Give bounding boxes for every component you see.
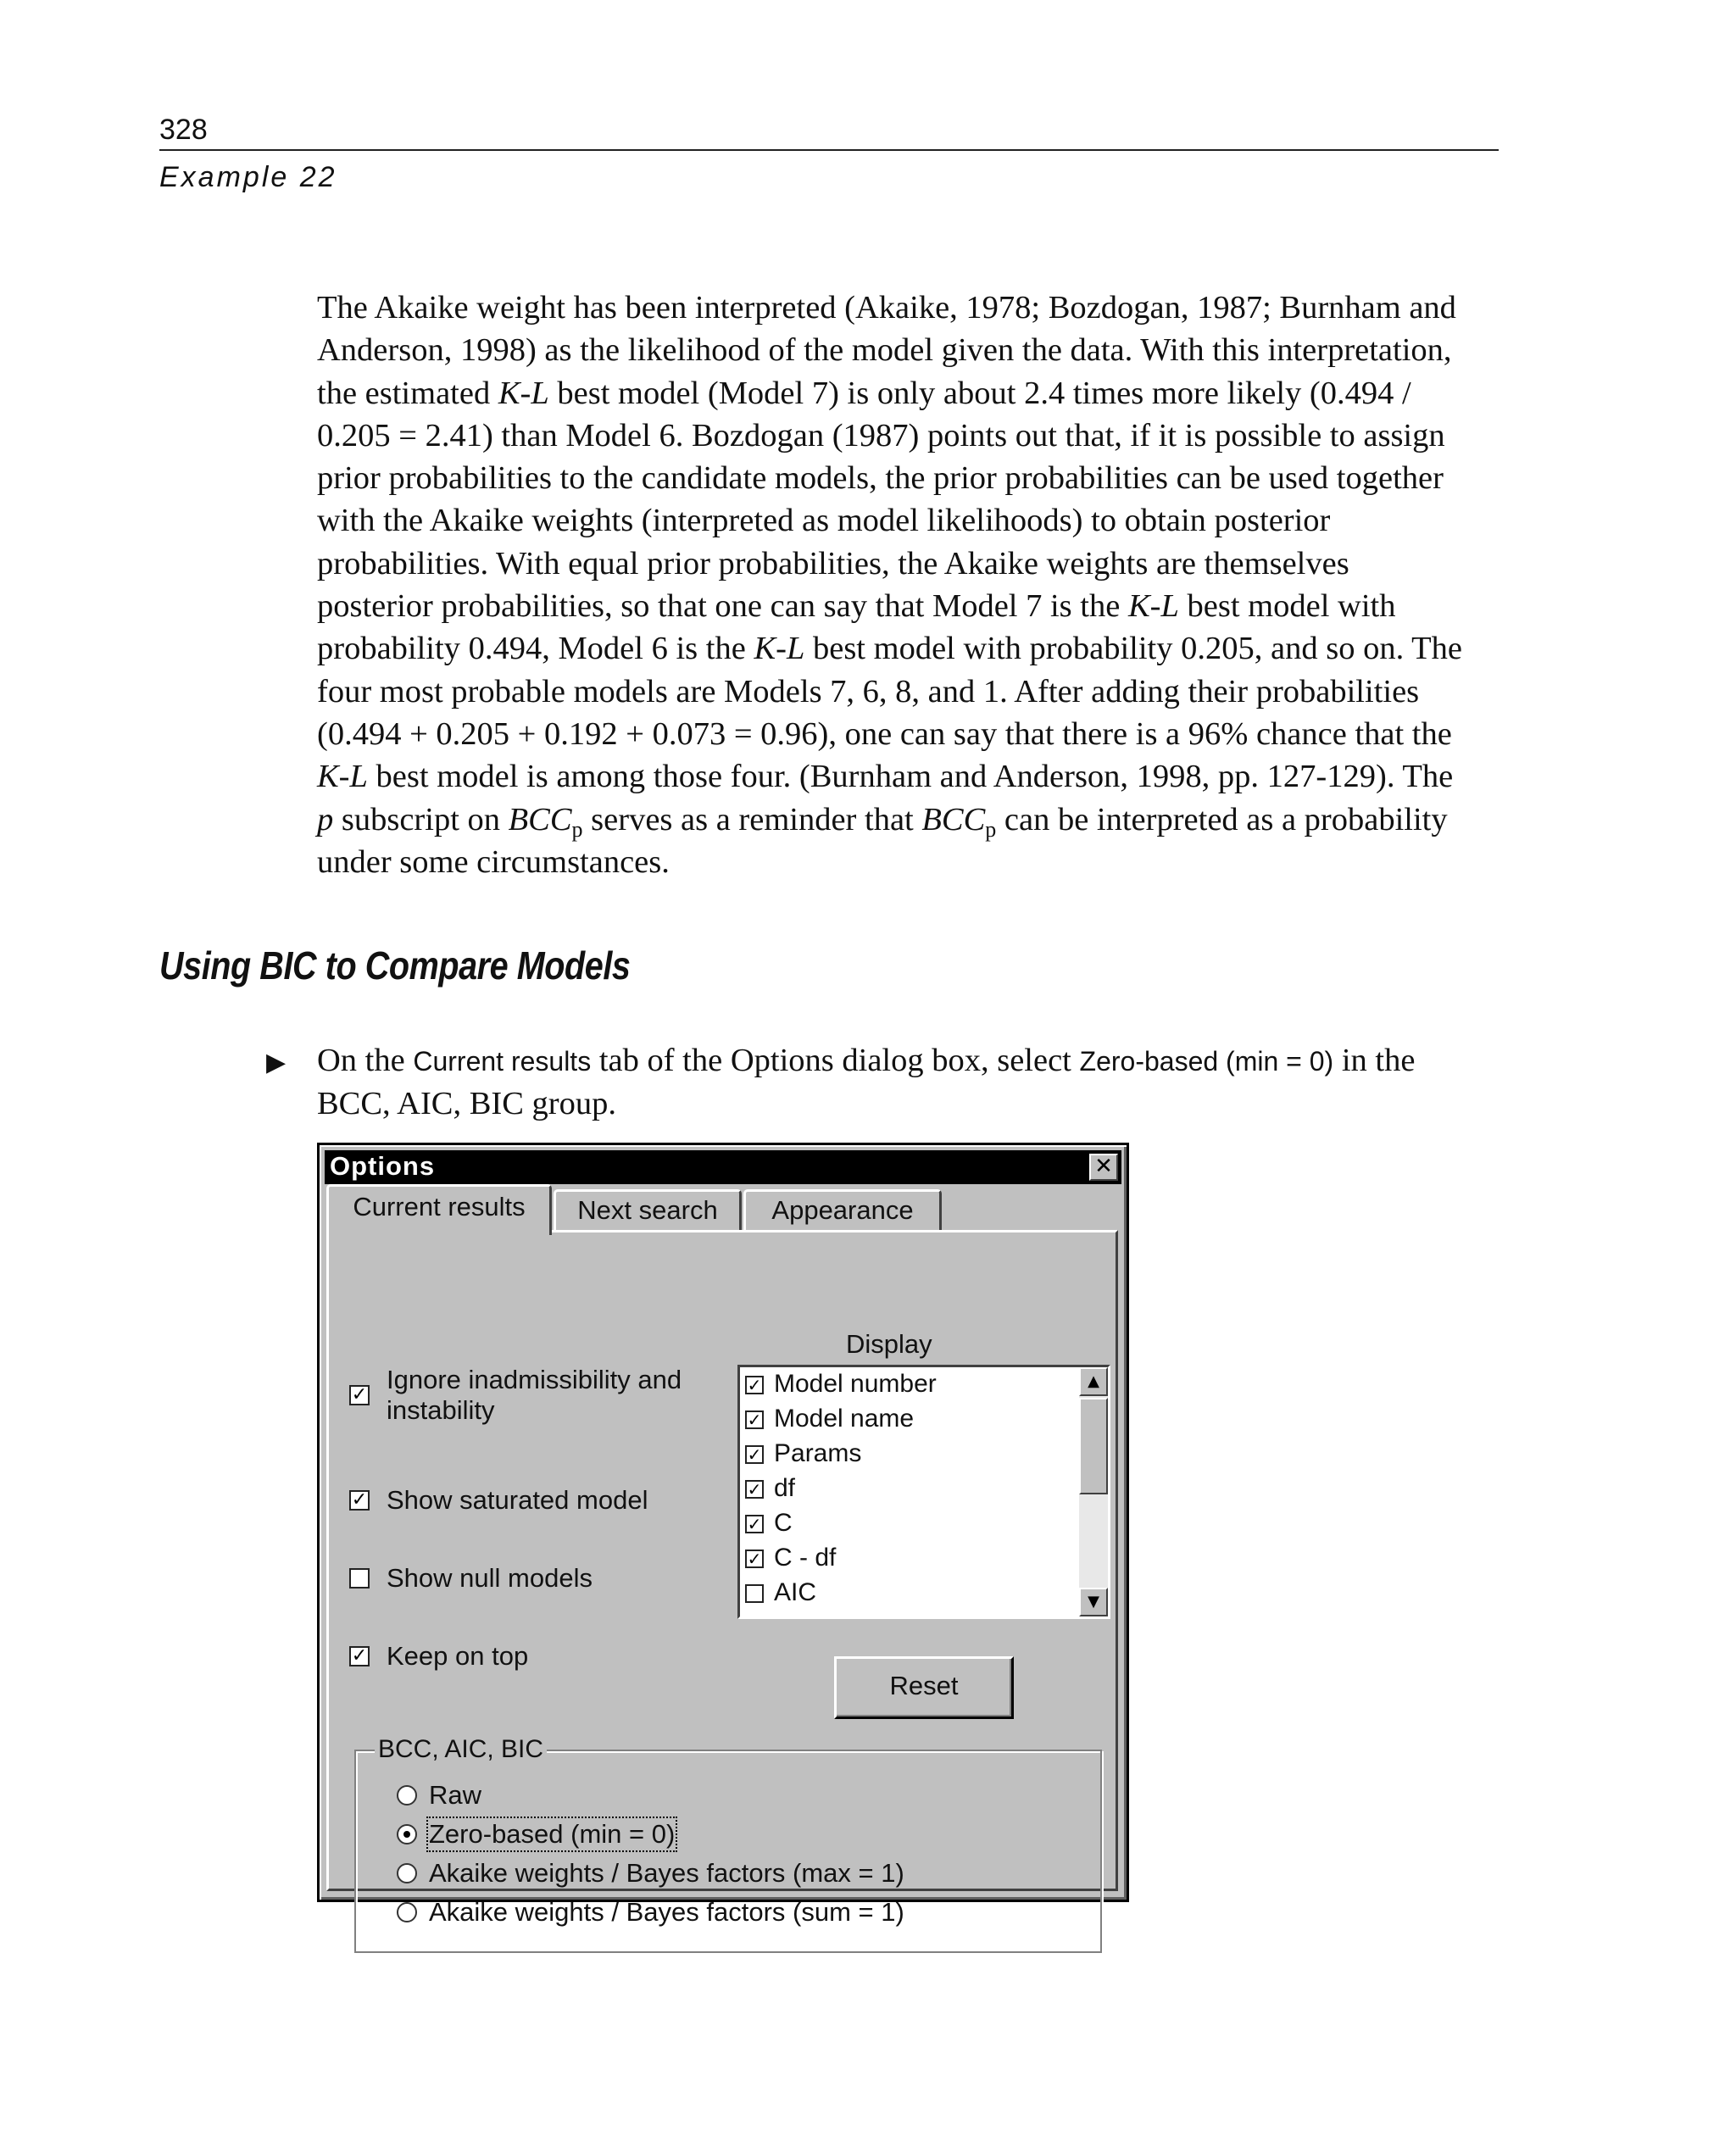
body-line: The Akaike weight has been interpreted (Akaike, 1978; Bozdogan, 1987; Burnham and: [317, 290, 1456, 325]
body-line: 0.205 = 2.41) than Model 6. Bozdogan (1987) points out that, if it is possible to assign: [317, 417, 1445, 453]
italic-kl: K-L: [754, 631, 805, 667]
page-number: 328: [159, 114, 208, 146]
italic-kl: K-L: [498, 375, 549, 411]
dialog-title: Options: [330, 1151, 436, 1181]
italic-kl: K-L: [317, 759, 368, 795]
radio-zero-based-label: Zero-based (min = 0): [429, 1819, 676, 1849]
radio-akaike-sum-label: Akaike weights / Bayes factors (sum = 1): [429, 1897, 904, 1927]
italic-bcc: BCC: [921, 801, 986, 837]
tab-panel: [326, 1230, 1118, 1927]
radio-raw[interactable]: [397, 1785, 417, 1806]
italic-bcc: BCC: [508, 801, 572, 837]
ignore-inadmissibility-checkbox[interactable]: ✓: [349, 1385, 370, 1405]
list-item-checkbox[interactable]: ✓: [745, 1515, 764, 1533]
text-run: subscript on: [333, 801, 509, 837]
instruction-text: [317, 1039, 1497, 1126]
list-item-checkbox[interactable]: ✓: [745, 1550, 764, 1568]
show-saturated-label: Show saturated model: [387, 1485, 648, 1515]
scroll-up-icon[interactable]: ▲: [1079, 1367, 1108, 1396]
body-line: four most probable models are Models 7, 6, 8, and 1. After adding their probabilities: [317, 673, 1420, 709]
subscript-p: p: [571, 816, 583, 842]
body-line: under some circumstances.: [317, 843, 670, 880]
ignore-inadmissibility-label-2: instability: [387, 1395, 495, 1425]
radio-akaike-max-label: Akaike weights / Bayes factors (max = 1): [429, 1858, 904, 1888]
list-item-label: C - df: [774, 1544, 837, 1572]
radio-akaike-max[interactable]: [397, 1863, 417, 1883]
display-label: Display: [846, 1329, 932, 1359]
body-paragraph: [317, 287, 1497, 883]
body-line: Anderson, 1998) as the likelihood of the model given the data. With this interpretation,: [317, 332, 1452, 369]
radio-zero-based[interactable]: [397, 1824, 417, 1844]
header-rule: [159, 149, 1499, 151]
body-line: the estimated K-L best model (Model 7) is only about 2.4 times more likely (0.494 /: [317, 375, 1411, 411]
title-bar: [325, 1150, 1121, 1184]
italic-kl: K-L: [1127, 588, 1179, 625]
list-item-checkbox[interactable]: ✓: [745, 1480, 764, 1499]
subscript-p: p: [985, 816, 997, 842]
list-item-checkbox[interactable]: ✓: [745, 1376, 764, 1394]
tab-appearance[interactable]: Appearance: [743, 1189, 942, 1232]
text-run: can be interpreted as a probability: [996, 801, 1448, 837]
list-item-label: Model name: [774, 1405, 915, 1433]
scroll-down-icon[interactable]: ▼: [1079, 1588, 1108, 1616]
body-line: posterior probabilities, so that one can say that Model 7 is the K-L best model with: [317, 588, 1396, 625]
ui-term: Current results: [413, 1046, 592, 1077]
text-run: tab of the Options dialog box, select: [591, 1043, 1080, 1078]
keep-on-top-checkbox[interactable]: ✓: [349, 1646, 370, 1666]
body-line: K-L best model is among those four. (Burnham and Anderson, 1998, pp. 127-129). The: [317, 759, 1454, 795]
ui-term: Zero-based (min = 0): [1079, 1046, 1334, 1077]
show-null-checkbox[interactable]: [349, 1568, 370, 1589]
show-saturated-checkbox[interactable]: ✓: [349, 1490, 370, 1511]
list-item-label: AIC: [774, 1578, 817, 1606]
scroll-thumb[interactable]: [1079, 1398, 1108, 1494]
body-line: probability 0.494, Model 6 is the K-L best model with probability 0.205, and so on. The: [317, 631, 1462, 667]
close-icon[interactable]: ✕: [1089, 1154, 1118, 1181]
radio-raw-label: Raw: [429, 1780, 482, 1810]
display-listbox[interactable]: [737, 1365, 1110, 1619]
show-null-label: Show null models: [387, 1563, 593, 1593]
list-item-label: Model number: [774, 1370, 937, 1398]
list-item-checkbox[interactable]: ✓: [745, 1410, 764, 1429]
body-line: probabilities. With equal prior probabilities, the Akaike weights are themselves: [317, 545, 1349, 581]
text-run: BCC, AIC, BIC group.: [317, 1086, 616, 1122]
tab-next-search[interactable]: Next search: [554, 1189, 742, 1232]
list-item-label: C: [774, 1509, 793, 1537]
radio-akaike-sum[interactable]: [397, 1902, 417, 1922]
body-line: (0.494 + 0.205 + 0.192 + 0.073 = 0.96), one can say that there is a 96% chance that the: [317, 715, 1452, 752]
text-run: serves as a reminder that: [582, 801, 922, 837]
ignore-inadmissibility-label: Ignore inadmissibility and: [387, 1365, 682, 1394]
reset-button[interactable]: Reset: [834, 1656, 1014, 1719]
bcc-aic-bic-group: [354, 1735, 1102, 1953]
section-heading: Using BIC to Compare Models: [159, 943, 631, 988]
body-line: [317, 798, 1497, 841]
group-title: BCC, AIC, BIC: [375, 1734, 547, 1765]
list-scrollbar[interactable]: [1079, 1367, 1108, 1616]
body-line: with the Akaike weights (interpreted as model likelihoods) to obtain posterior: [317, 503, 1331, 539]
text-run: in the: [1333, 1043, 1416, 1078]
body-line: prior probabilities to the candidate models, the prior probabilities can be used together: [317, 460, 1444, 497]
text-run: On the: [317, 1043, 414, 1078]
tab-current-results[interactable]: Current results: [326, 1184, 552, 1235]
list-item-label: Params: [774, 1439, 862, 1467]
italic-p: p: [317, 801, 334, 837]
running-head: Example 22: [159, 161, 337, 193]
keep-on-top-label: Keep on top: [387, 1641, 529, 1671]
bullet-arrow-icon: ▶: [266, 1048, 287, 1077]
options-dialog: [317, 1143, 1129, 1927]
list-item-label: df: [774, 1474, 796, 1502]
list-item-checkbox[interactable]: [745, 1584, 764, 1603]
list-item-checkbox[interactable]: ✓: [745, 1445, 764, 1464]
